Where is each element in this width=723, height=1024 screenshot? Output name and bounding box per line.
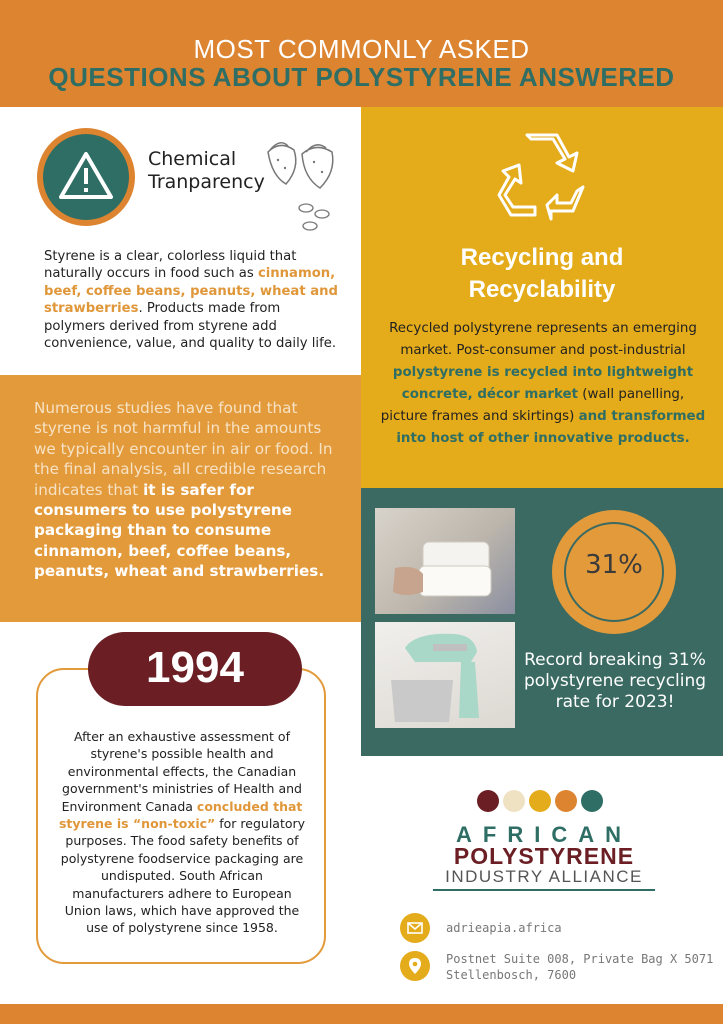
chemical-body-highlight: cinnamon, beef, coffee beans, peanuts, wheat and strawberries (44, 266, 338, 317)
chemical-body-post: . Products made from polymers derived from styrene add convenience, value, and quality to daily life. (44, 301, 337, 352)
chemical-body (44, 248, 344, 352)
year-label: 1994 (146, 643, 244, 692)
logo-dot (581, 790, 603, 812)
recycle-icon (491, 125, 593, 227)
quote-pre: Numerous studies have found that styrene is not harmful in the amounts we typically encounter in air or food. In the final analysis, all credible research indicates that (34, 399, 333, 499)
history-body (58, 728, 306, 937)
chemical-body-pre: Styrene is a clear, colorless liquid that naturally occurs in food such as (44, 249, 297, 282)
header-line-1: MOST COMMONLY ASKED (193, 34, 530, 64)
recycling-title-line-2: Recyclability (468, 276, 616, 303)
recycling-body (378, 318, 708, 450)
address-line-1: Postnet Suite 008, Private Bag X 5071 (446, 952, 714, 966)
quote-text (34, 398, 339, 582)
logo-dot (503, 790, 525, 812)
recycling-body-pre: Recycled polystyrene represents an emerging market. Post-consumer and post-industrial (389, 321, 697, 358)
logo-dot (477, 790, 499, 812)
address-line-2: Stellenbosch, 7600 (446, 968, 577, 982)
location-pin-icon (400, 951, 430, 981)
logo-line-2: POLYSTYRENE (453, 843, 635, 869)
header-line-2: QUESTIONS ABOUT POLYSTYRENE ANSWERED (48, 62, 675, 92)
email-icon (400, 913, 430, 943)
foam-container-photo (375, 508, 515, 614)
recycling-body-highlight-1: polystyrene is recycled into lightweight concrete, décor market (392, 365, 694, 402)
recycling-body-highlight-2: and transformed into host of other innovative products. (396, 409, 706, 446)
warning-badge (37, 128, 135, 226)
warning-icon (43, 134, 129, 220)
chemical-title-line-2: Tranparency (148, 171, 265, 193)
strawberry-icon (258, 132, 348, 240)
recycling-title-line-1: Recycling and (460, 244, 624, 271)
header-banner (0, 0, 723, 107)
stand-mixer-photo (375, 622, 515, 728)
email-address[interactable]: adrieapia.africa (446, 921, 562, 935)
logo-dot (555, 790, 577, 812)
logo-dot (529, 790, 551, 812)
history-body-post: for regulatory purposes. The food safety benefits of polystyrene foodservice packaging are undisputed. South African manufacturers adhere to European Union laws, which have approved the use of polystyrene since 1958. (60, 816, 306, 936)
postal-address (446, 951, 713, 983)
recycling-body-mid: (wall panelling, picture frames and skirtings) (380, 387, 685, 424)
history-body-highlight: concluded that styrene is “non-toxic” (58, 798, 303, 832)
recycling-rate-caption: Record breaking 31% polystyrene recycling rate for 2023! (523, 650, 707, 712)
logo-dots (477, 790, 603, 812)
recycling-title (361, 242, 723, 306)
chemical-title-line-1: Chemical (148, 148, 237, 170)
quote-bold: it is safer for consumers to use polystyrene packaging than to consume cinnamon, beef, coffee beans, peanuts, wheat and strawberries. (34, 480, 325, 581)
percent-value: 31% (585, 550, 643, 580)
logo-line-3: INDUSTRY ALLIANCE (433, 867, 655, 891)
footer-bar (0, 1004, 723, 1024)
history-body-pre: After an exhaustive assessment of styrene's possible health and environmental effects, the Canadian government's ministries of Health and Environment Canada (61, 729, 302, 814)
logo-line-1: AFRICAN (456, 822, 632, 847)
